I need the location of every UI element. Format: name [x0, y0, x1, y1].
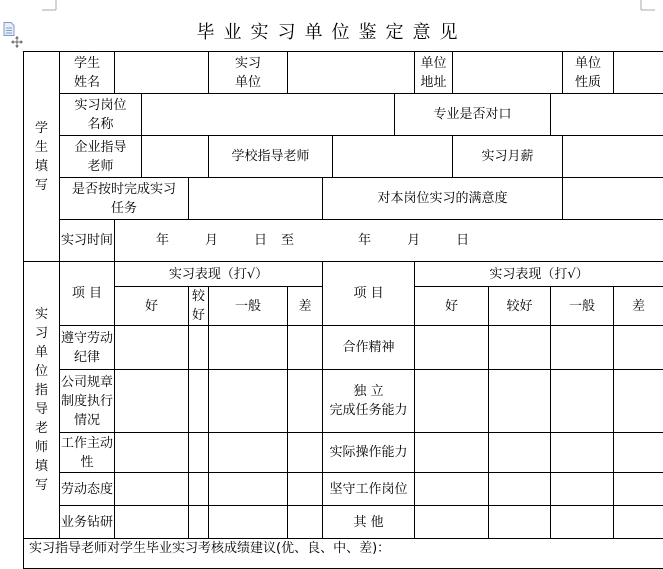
mark-cell[interactable] [115, 473, 189, 506]
mark-cell[interactable] [551, 506, 614, 539]
mark-cell[interactable] [415, 473, 489, 506]
intern-unit-field[interactable] [288, 52, 415, 94]
unit-nature-field[interactable] [614, 52, 663, 94]
corner-mark-right-icon [640, 0, 656, 12]
unit-address-label: 单位 地址 [415, 52, 453, 94]
item-header-left: 项 目 [60, 262, 115, 326]
corner-mark-left-icon [42, 0, 58, 12]
date-month-label: 月 [205, 231, 218, 250]
position-name-label: 实习岗位 名称 [60, 94, 142, 136]
mark-cell[interactable] [288, 370, 323, 433]
mark-cell[interactable] [189, 506, 209, 539]
mark-cell[interactable] [614, 506, 663, 539]
item-practical-ability: 实际操作能力 [323, 433, 415, 473]
major-match-field[interactable] [551, 94, 663, 136]
grade-average-right: 一般 [551, 287, 614, 326]
item-independent-task: 独 立 完成任务能力 [323, 370, 415, 433]
mark-cell[interactable] [115, 433, 189, 473]
mentor-section-label: 实 习 单 位 指 导 老 师 填 写 [24, 262, 60, 539]
page-title: 毕业实习单位鉴定意见 [0, 18, 663, 44]
mark-cell[interactable] [415, 370, 489, 433]
item-professional-study: 业务钻研 [60, 506, 115, 539]
item-other: 其 他 [323, 506, 415, 539]
performance-header-right: 实习表现（打√） [415, 262, 663, 287]
intern-period-date-line [115, 231, 663, 250]
item-company-rules: 公司规章 制度执行 情况 [60, 370, 115, 433]
unit-address-field[interactable] [453, 52, 563, 94]
school-mentor-label: 学校指导老师 [209, 136, 333, 178]
student-section-label: 学 生 填 写 [24, 52, 60, 262]
grade-good-right: 好 [415, 287, 489, 326]
mark-cell[interactable] [489, 506, 551, 539]
performance-header-left: 实习表现（打√） [115, 262, 323, 287]
item-work-attitude: 劳动态度 [60, 473, 115, 506]
mark-cell[interactable] [189, 433, 209, 473]
grade-recommendation-label: 实习指导老师对学生毕业实习考核成绩建议(优、良、中、差)： [29, 541, 390, 556]
student-name-label: 学生 姓名 [60, 52, 115, 94]
mark-cell[interactable] [614, 473, 663, 506]
monthly-pay-field[interactable] [563, 136, 663, 178]
mark-cell[interactable] [415, 506, 489, 539]
date-year2-label: 年 [358, 231, 371, 250]
grade-poor-right: 差 [614, 287, 663, 326]
date-month2-label: 月 [407, 231, 420, 250]
mark-cell[interactable] [551, 433, 614, 473]
item-stick-to-post: 坚守工作岗位 [323, 473, 415, 506]
date-day-label: 日 [254, 231, 267, 250]
intern-period-field[interactable] [115, 220, 663, 262]
mark-cell[interactable] [209, 473, 288, 506]
mark-cell[interactable] [209, 433, 288, 473]
mark-cell[interactable] [115, 370, 189, 433]
mark-cell[interactable] [415, 326, 489, 370]
company-mentor-field[interactable] [142, 136, 209, 178]
mark-cell[interactable] [614, 370, 663, 433]
date-day2-label: 日 [456, 231, 469, 250]
on-time-label: 是否按时完成实习 任务 [60, 178, 189, 220]
unit-nature-label: 单位 性质 [563, 52, 614, 94]
grade-fairly-good-left: 较好 [189, 287, 209, 326]
mark-cell[interactable] [288, 433, 323, 473]
position-name-field[interactable] [142, 94, 395, 136]
mark-cell[interactable] [614, 326, 663, 370]
date-year-label: 年 [156, 231, 169, 250]
mark-cell[interactable] [115, 326, 189, 370]
mark-cell[interactable] [189, 473, 209, 506]
satisfaction-field[interactable] [563, 178, 663, 220]
item-teamwork: 合作精神 [323, 326, 415, 370]
mark-cell[interactable] [189, 370, 209, 433]
mark-cell[interactable] [115, 506, 189, 539]
school-mentor-field[interactable] [333, 136, 453, 178]
major-match-label: 专业是否对口 [395, 94, 551, 136]
mark-cell[interactable] [288, 326, 323, 370]
grade-fairly-good-right: 较好 [489, 287, 551, 326]
item-header-right: 项 目 [323, 262, 415, 326]
table-move-handle-icon[interactable] [11, 36, 23, 48]
grade-good-left: 好 [115, 287, 189, 326]
grade-poor-left: 差 [288, 287, 323, 326]
mark-cell[interactable] [209, 370, 288, 433]
mark-cell[interactable] [489, 473, 551, 506]
mark-cell[interactable] [209, 326, 288, 370]
satisfaction-label: 对本岗位实习的满意度 [323, 178, 563, 220]
item-labor-discipline: 遵守劳动 纪律 [60, 326, 115, 370]
document-icon[interactable] [3, 22, 15, 36]
mark-cell[interactable] [288, 506, 323, 539]
mark-cell[interactable] [288, 473, 323, 506]
mark-cell[interactable] [489, 370, 551, 433]
item-initiative: 工作主动 性 [60, 433, 115, 473]
on-time-field[interactable] [189, 178, 323, 220]
intern-period-label: 实习时间 [60, 220, 115, 262]
mark-cell[interactable] [189, 326, 209, 370]
company-mentor-label: 企业指导 老师 [60, 136, 142, 178]
appraisal-table [23, 51, 663, 569]
intern-unit-label: 实习 单位 [209, 52, 288, 94]
mark-cell[interactable] [551, 473, 614, 506]
monthly-pay-label: 实习月薪 [453, 136, 563, 178]
mark-cell[interactable] [209, 506, 288, 539]
date-to-label: 至 [281, 231, 294, 250]
grade-average-left: 一般 [209, 287, 288, 326]
mark-cell[interactable] [415, 433, 489, 473]
student-name-field[interactable] [115, 52, 209, 94]
mark-cell[interactable] [551, 326, 614, 370]
mark-cell[interactable] [489, 433, 551, 473]
mark-cell[interactable] [489, 326, 551, 370]
mark-cell[interactable] [551, 370, 614, 433]
mark-cell[interactable] [614, 433, 663, 473]
